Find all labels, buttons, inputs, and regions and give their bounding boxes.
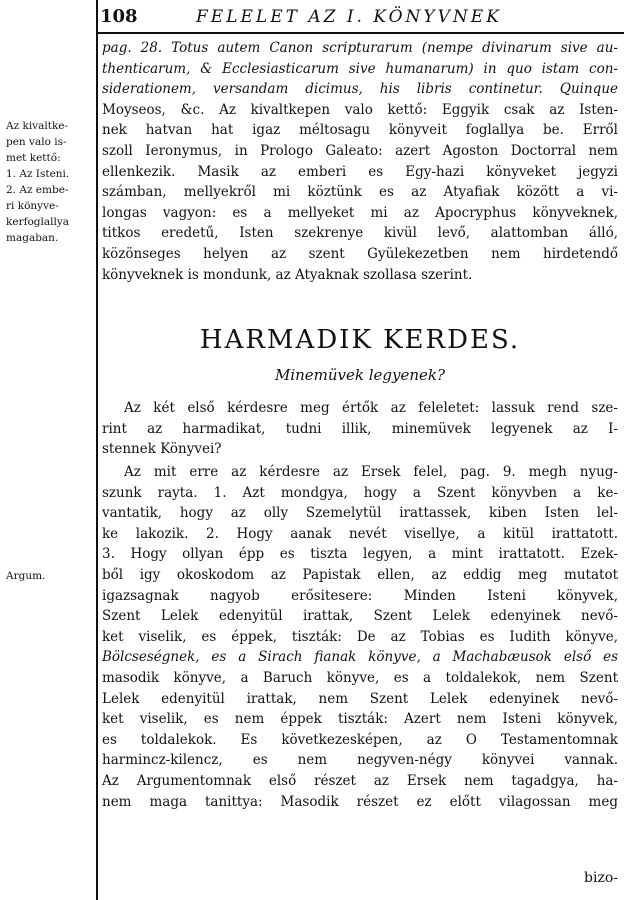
margin-note-2 xyxy=(6,568,92,584)
text-line: ket viselik, es nem éppek tiszták: Azert nem Isteni könyvek, xyxy=(102,711,618,728)
margin-note-line: 1. Az Isteni. xyxy=(6,168,70,180)
page-header xyxy=(96,4,624,32)
catchword: bizo- xyxy=(584,870,618,886)
text-line: ket viselik, es éppek, tiszták: De az Tobias es Iudith könyve, xyxy=(102,628,618,645)
text-line: pag. 28. Totus autem Canon scripturarum (nempe divinarum sive au- xyxy=(102,40,618,56)
margin-note-1 xyxy=(6,118,92,246)
running-title: FELELET AZ I. KÖNYVNEK xyxy=(196,7,502,27)
header-rule xyxy=(96,32,624,34)
text-line: nek hatvan hat igaz méltosagu könyveit foglallya be. Erről xyxy=(102,122,618,139)
text-line: számban, mellyekről mi köztünk es az Atyafiak között a vi- xyxy=(102,184,618,201)
text-line: Az mit erre az kérdesre az Ersek felel, pag. 9. megh nyug- xyxy=(124,464,618,480)
margin-note-line: magaban. xyxy=(6,232,59,244)
margin-note-line: Az kivaltke- xyxy=(6,120,69,132)
text-line: Az két első kérdesre meg értők az feleletet: lassuk rend sze- xyxy=(124,400,618,416)
margin-rule xyxy=(96,0,98,900)
margin-note-line: kerfoglallya xyxy=(6,216,70,228)
margin-note-line: met kettő: xyxy=(6,152,61,164)
margin-note-line: Argum. xyxy=(6,570,46,582)
text-line: es toldalekok. Es következesképen, az O Testamentomnak xyxy=(102,731,618,748)
text-line: Bölcseségnek, es a Sirach fianak könyve, a Machabæusok első es xyxy=(102,649,618,666)
page-number: 108 xyxy=(100,6,138,27)
text-line: Moyseos, &c. Az kivaltkepen valo kettő: Eggyik csak az Isten- xyxy=(102,101,618,118)
text-line: rint az harmadikat, tudni illik, minemüvek legyenek az I- xyxy=(102,420,618,437)
text-line: Lelek edenyitül irattak, nem Szent Lelek edenyinek nevő- xyxy=(102,690,618,707)
text-line: közönseges helyen az szent Gyülekezetben nem hirdetendő xyxy=(102,245,618,262)
margin-note-line: ri könyve- xyxy=(6,200,59,212)
margin-note-line: 2. Az embe- xyxy=(6,184,69,196)
text-line: stennek Könyvei? xyxy=(102,441,222,458)
text-line: vantatik, hogy az olly Szemelytül irattassek, kiben Isten lel- xyxy=(102,505,618,522)
text-line: Az Argumentomnak első részet az Ersek nem tagadgya, ha- xyxy=(102,772,618,789)
text-line: longas vagyon: es a mellyeket mi az Apocryphus könyveknek, xyxy=(102,204,618,221)
text-block-2 xyxy=(102,398,618,460)
text-line: masodik könyve, a Baruch könyve, es a toldalekok, nem Szent xyxy=(102,669,618,686)
text-line: igazsagnak nagyob erősitesere: Minden Isteni könyvek, xyxy=(102,587,618,604)
section-heading: HARMADIK KERDES. xyxy=(199,325,521,355)
text-line: 3. Hogy ollyan épp es tiszta legyen, a mint irattatott. Ezek- xyxy=(102,546,618,563)
text-block-1 xyxy=(102,38,618,285)
text-line: könyveknek is mondunk, az Atyaknak szollasa szerint. xyxy=(102,266,473,283)
text-line: siderationem, versandam dicimus, his libris continetur. Quinque xyxy=(102,81,618,98)
text-line: harmincz-kilencz, es nem negyven-négy könyvei vannak. xyxy=(102,752,618,769)
text-line: Szent Lelek edenyitül irattak, Szent Lelek edenyinek nevő- xyxy=(102,608,618,625)
text-line: ből igy okoskodom az Papistak ellen, az eddig meg mutatot xyxy=(102,566,618,583)
text-line: thenticarum, & Ecclesiasticarum sive humanarum) in quo istam con- xyxy=(102,60,618,77)
section-subheading: Minemüvek legyenek? xyxy=(274,366,446,384)
text-line: szoll Ieronymus, in Prologo Galeato: azert Agoston Doctorral nem xyxy=(102,142,618,159)
text-line: nem maga tanittya: Masodik részet ez előtt vilagossan meg xyxy=(102,793,618,810)
margin-note-line: pen valo is- xyxy=(6,136,67,148)
text-line: ke lakozik. 2. Hogy aanak nevét visellye, a kitül irattatott. xyxy=(102,525,618,542)
text-line: szunk rayta. 1. Azt mondgya, hogy a Szent könyvben a ke- xyxy=(102,484,618,501)
text-line: ellenkezik. Masik az emberi es Egy-hazi könyveket jegyzi xyxy=(102,163,618,180)
text-block-3 xyxy=(102,462,618,812)
text-line: titkos eredetű, Isten szekrenye kivül levő, alattomban álló, xyxy=(102,225,618,242)
